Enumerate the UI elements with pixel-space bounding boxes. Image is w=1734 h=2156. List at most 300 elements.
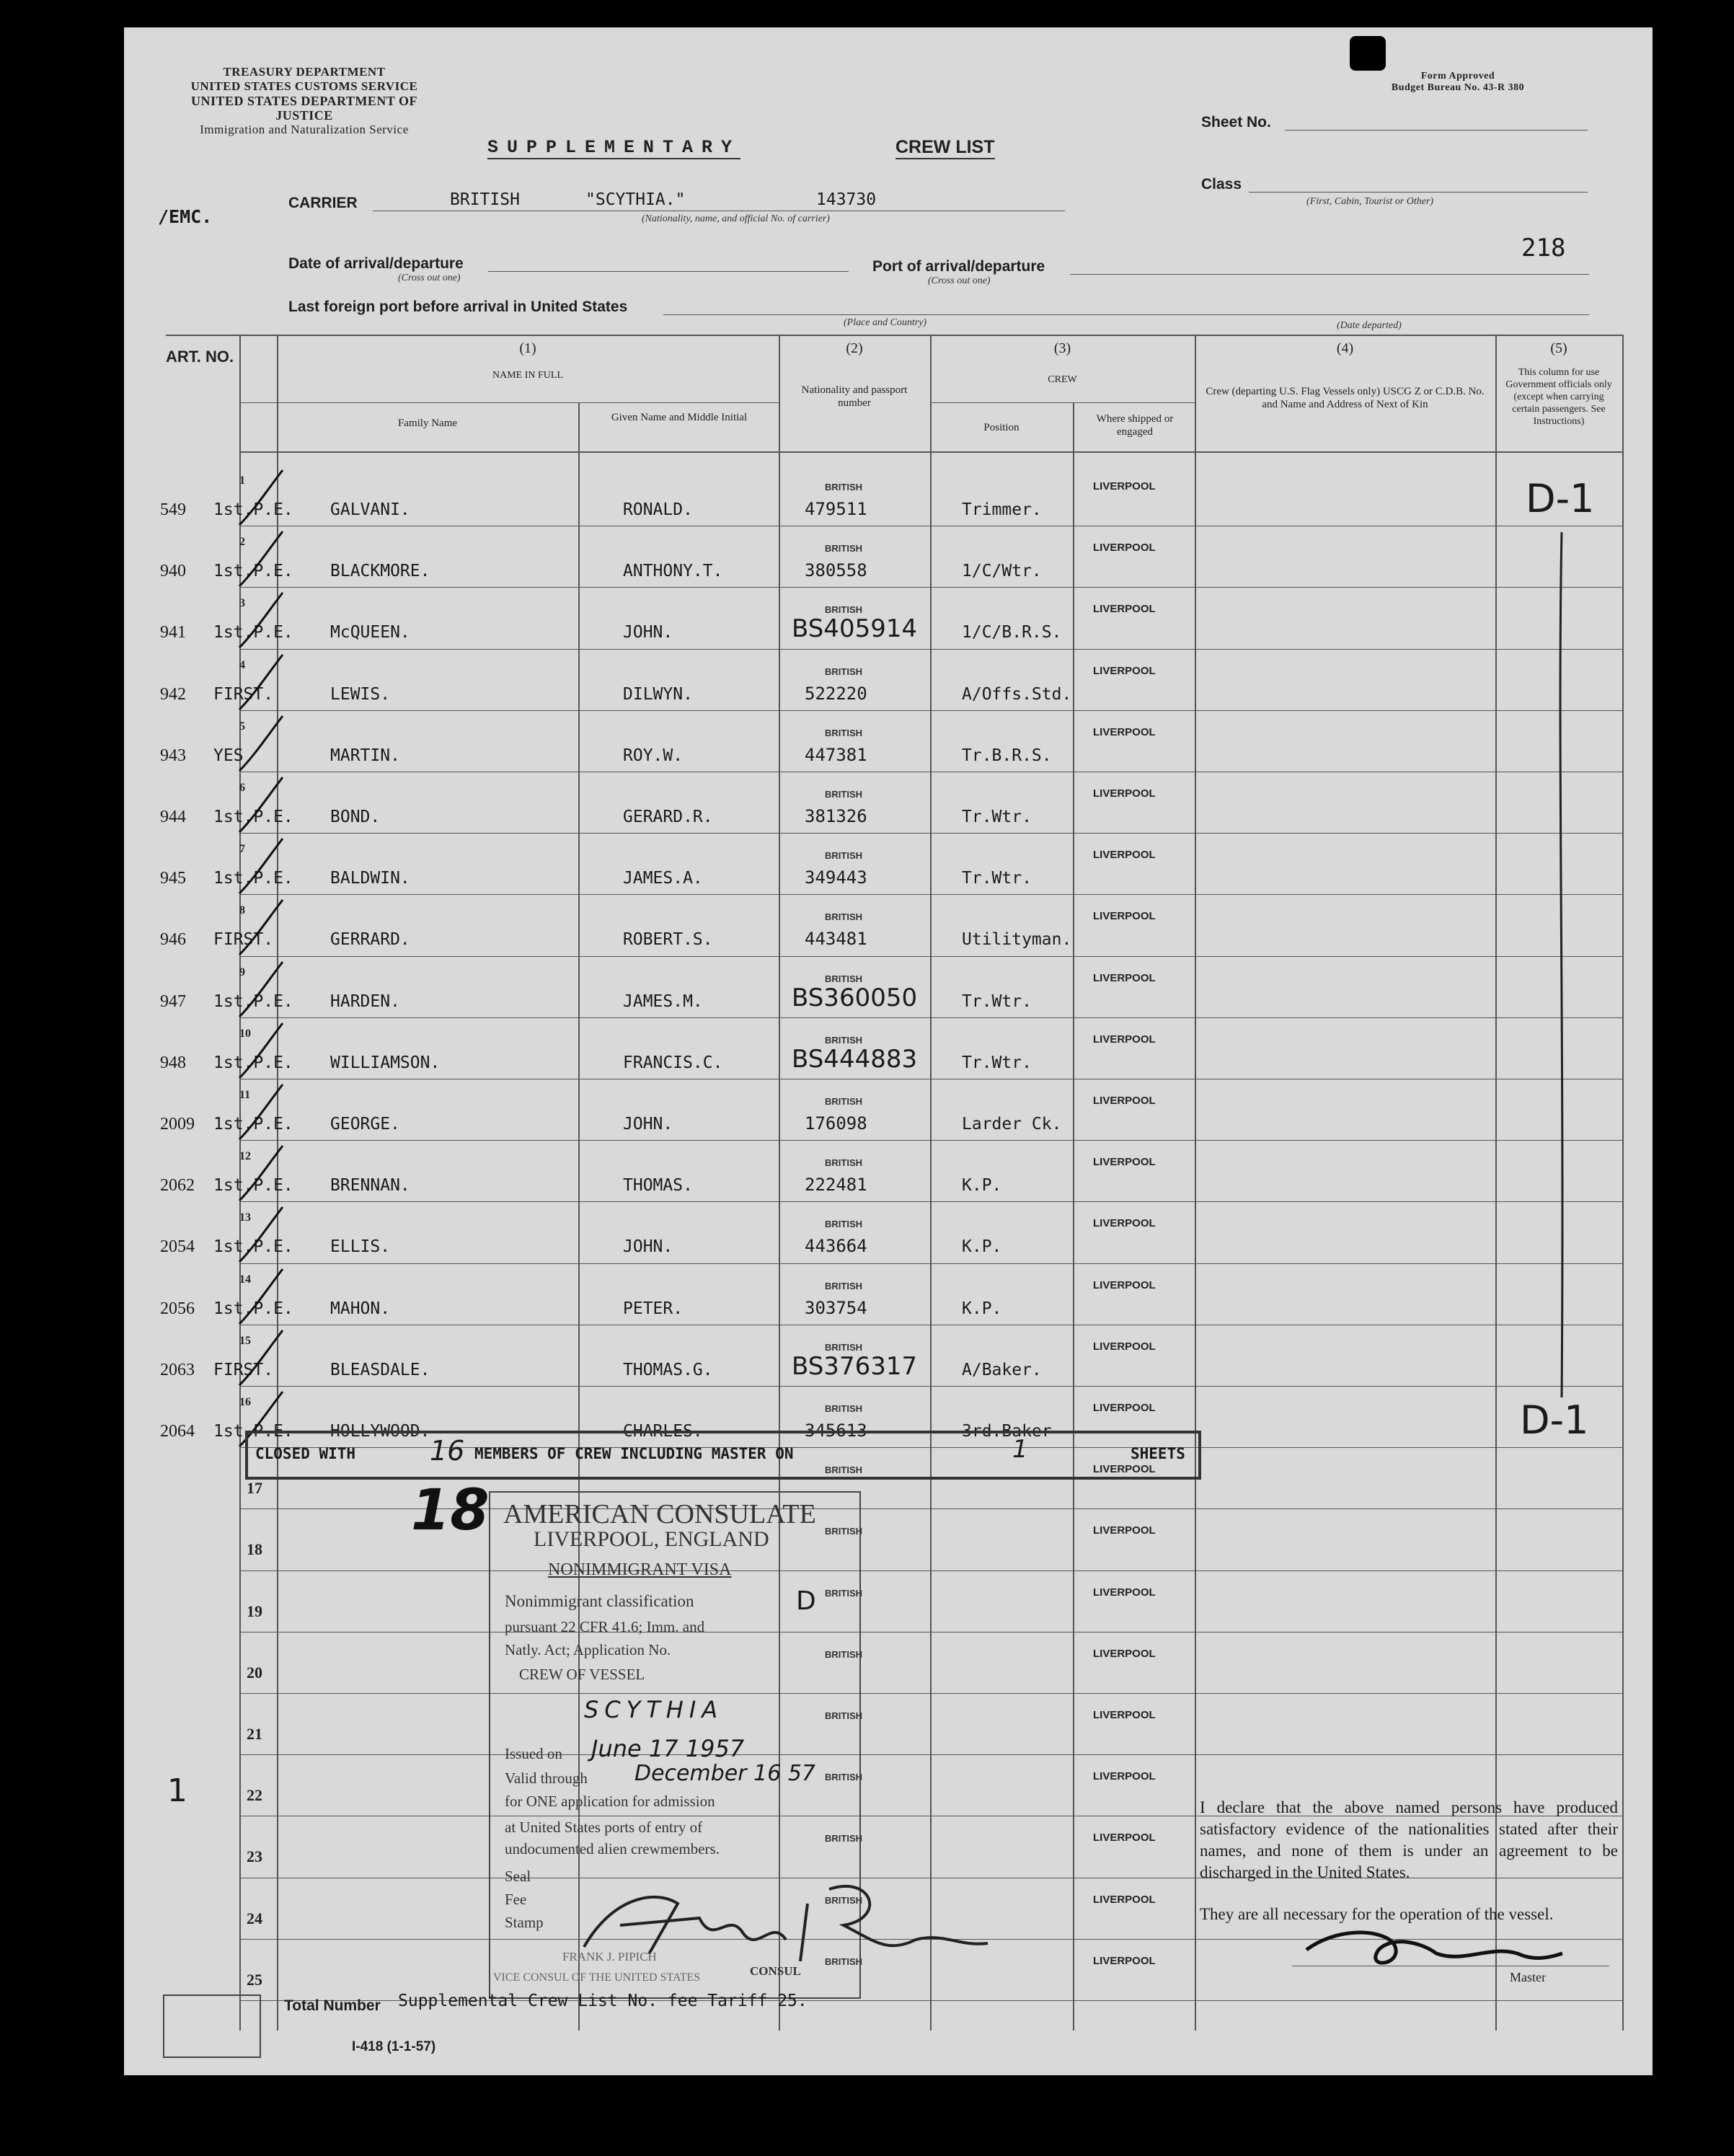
col5-mark-bottom: D-1	[1520, 1397, 1589, 1443]
crew-class: 1st.P.E.	[213, 992, 293, 1011]
crew-position: Tr.Wtr.	[962, 1053, 1032, 1072]
shipped-port: LIVERPOOL	[1093, 1709, 1156, 1721]
check-stroke	[239, 1146, 283, 1201]
title-crew-list: CREW LIST	[895, 137, 995, 159]
nationality: BRITISH	[825, 482, 862, 492]
shipped-port: LIVERPOOL	[1093, 1586, 1156, 1599]
passport-number: 447381	[805, 745, 867, 765]
form-approved: Form Approved	[1420, 71, 1495, 81]
col5-number: (5)	[1550, 340, 1567, 356]
consulate-city: LIVERPOOL, ENGLAND	[534, 1527, 769, 1551]
table-row	[124, 713, 1653, 774]
visa-issued-label: Issued on	[505, 1745, 562, 1762]
row-number: 23	[247, 1847, 262, 1865]
date-hint: (Cross out one)	[398, 273, 461, 283]
row-number: 17	[247, 1479, 262, 1497]
col5-vertical-stroke	[1552, 532, 1573, 1397]
family-name: WILLIAMSON.	[330, 1053, 441, 1072]
passport-number: 176098	[805, 1113, 867, 1134]
crew-position: 1/C/Wtr.	[962, 562, 1042, 580]
given-name: GERARD.R.	[623, 808, 713, 826]
page-number: 218	[1521, 234, 1566, 262]
crew-position: Tr.Wtr.	[962, 992, 1032, 1011]
art-number: 549	[160, 500, 186, 519]
check-stroke	[239, 1207, 283, 1262]
visa-title: NONIMMIGRANT VISA	[548, 1560, 732, 1579]
row-number: 15	[239, 1335, 251, 1347]
master-label: Master	[1510, 1970, 1546, 1984]
crew-position: Utilityman.	[962, 930, 1072, 949]
table-row	[124, 467, 1653, 529]
nationality: BRITISH	[825, 728, 862, 738]
closed-prefix: CLOSED WITH	[255, 1445, 356, 1462]
art-number: 948	[160, 1053, 186, 1072]
visa-ports: at United States ports of entry of	[505, 1819, 703, 1836]
table-row	[124, 590, 1653, 651]
crew-class: 1st.P.E.	[213, 1237, 293, 1256]
given-name: ANTHONY.T.	[623, 562, 723, 580]
crew-class: 1st.P.E.	[213, 1053, 293, 1072]
passport-number: 345613	[805, 1421, 867, 1441]
family-name: BRENNAN.	[330, 1176, 410, 1195]
dept-treasury: TREASURY DEPARTMENT	[223, 65, 386, 79]
crew-position: K.P.	[962, 1237, 1002, 1256]
dept-block	[167, 65, 441, 137]
nationality: BRITISH	[825, 666, 862, 677]
crew-class: YES	[213, 746, 244, 765]
shipped-port: LIVERPOOL	[1093, 1894, 1156, 1906]
row-number: 8	[239, 904, 245, 916]
given-name: JOHN.	[623, 1115, 673, 1134]
art-number: 945	[160, 869, 186, 888]
date-arrival-label: Date of arrival/departure	[288, 255, 464, 272]
nationality: BRITISH	[825, 1772, 862, 1782]
nationality: BRITISH	[825, 1895, 862, 1906]
col5-description: This column for use Government officials only (except when carrying certain passengers. See Instructions)	[1505, 367, 1612, 427]
visa-issued-date: June 17 1957	[591, 1735, 745, 1762]
shipped-port: LIVERPOOL	[1093, 726, 1156, 738]
family-name: BLEASDALE.	[330, 1361, 430, 1379]
passport-number: 380558	[805, 560, 867, 580]
family-name: GALVANI.	[330, 500, 410, 519]
row-number: 11	[239, 1089, 251, 1101]
given-name: JAMES.A.	[623, 869, 703, 888]
visa-act: Natly. Act; Application No.	[505, 1641, 671, 1658]
dept-customs: UNITED STATES CUSTOMS SERVICE	[190, 79, 418, 93]
family-name: MARTIN.	[330, 746, 400, 765]
margin-mark: 1	[167, 1772, 187, 1809]
family-name: HARDEN.	[330, 992, 400, 1011]
check-mark	[232, 652, 290, 717]
visa-class-value: D	[796, 1586, 816, 1616]
dept-ins: Immigration and Naturalization Service	[200, 123, 409, 136]
nationality: BRITISH	[825, 543, 862, 554]
art-number: 947	[160, 992, 186, 1011]
nationality: BRITISH	[825, 1649, 862, 1660]
carrier-number: 143730	[816, 190, 877, 209]
check-stroke	[239, 962, 283, 1017]
row-number: 10	[239, 1028, 251, 1040]
crew-class: 1st.P.E.	[213, 1299, 293, 1318]
passport-number: BS376317	[792, 1352, 918, 1381]
crew-position: Tr.Wtr.	[962, 808, 1032, 826]
check-stroke	[239, 593, 283, 648]
col4-number: (4)	[1336, 340, 1354, 356]
crew-header: CREW	[1048, 374, 1077, 385]
table-row	[124, 1143, 1653, 1204]
check-stroke	[239, 900, 283, 955]
check-mark	[232, 1204, 290, 1269]
closed-sheets-number: 1	[1012, 1435, 1028, 1464]
art-number: 940	[160, 562, 186, 580]
passport-number: 443481	[805, 929, 867, 949]
given-name: RONALD.	[623, 500, 693, 519]
visa-stamp: Stamp	[505, 1914, 544, 1931]
check-mark	[232, 529, 290, 593]
empty-row	[124, 1573, 1653, 1635]
shipped-port: LIVERPOOL	[1093, 972, 1156, 984]
art-number: 2064	[160, 1422, 195, 1441]
row-number: 14	[239, 1273, 251, 1286]
crew-position: K.P.	[962, 1299, 1002, 1318]
crew-class: 1st.P.E.	[213, 869, 293, 888]
shipped-port: LIVERPOOL	[1093, 542, 1156, 554]
nationality: BRITISH	[825, 1710, 862, 1721]
art-number: 2056	[160, 1299, 195, 1318]
crew-position: Tr.B.R.S.	[962, 746, 1052, 765]
check-stroke	[239, 716, 283, 771]
crew-class: FIRST.	[213, 1361, 274, 1379]
nationality: BRITISH	[825, 1281, 862, 1291]
class-hint: (First, Cabin, Tourist or Other)	[1306, 196, 1434, 207]
row-number: 13	[239, 1211, 251, 1224]
check-stroke	[239, 655, 283, 710]
passport-number: 349443	[805, 867, 867, 888]
art-number: 942	[160, 685, 186, 704]
passport-number: BS405914	[792, 614, 918, 643]
document-page	[124, 27, 1653, 2075]
budget-bureau: Budget Bureau No. 43-R 380	[1391, 82, 1525, 93]
crew-class: 1st.P.E.	[213, 623, 293, 642]
shipped-port: LIVERPOOL	[1093, 1832, 1156, 1844]
nationality: BRITISH	[825, 1526, 862, 1537]
check-mark	[232, 897, 290, 962]
crew-class: FIRST.	[213, 685, 274, 704]
row-number: 1	[239, 474, 245, 487]
last-port-label: Last foreign port before arrival in United States	[288, 299, 628, 315]
table-row	[124, 959, 1653, 1020]
shipped-port: LIVERPOOL	[1093, 1156, 1156, 1168]
col3-number: (3)	[1053, 340, 1071, 356]
shipped-port: LIVERPOOL	[1093, 787, 1156, 800]
row-number: 3	[239, 597, 245, 609]
art-no-header: ART. NO.	[166, 348, 234, 366]
family-name: BOND.	[330, 808, 381, 826]
signer-name: FRANK J. PIPICH	[562, 1950, 657, 1963]
table-row	[124, 897, 1653, 958]
row-number: 18	[247, 1540, 262, 1558]
shipped-port: LIVERPOOL	[1093, 1770, 1156, 1782]
table-row	[124, 1020, 1653, 1082]
empty-row	[124, 1696, 1653, 1757]
check-stroke	[239, 1269, 283, 1324]
check-mark	[232, 467, 290, 532]
passport-number: 222481	[805, 1175, 867, 1195]
place-hint: (Place and Country)	[844, 317, 927, 328]
nationality: BRITISH	[825, 1833, 862, 1844]
row-number: 19	[247, 1602, 262, 1620]
budget-block	[1342, 71, 1573, 94]
shipped-port: LIVERPOOL	[1093, 665, 1156, 677]
check-stroke	[239, 839, 283, 893]
declaration-text-2: They are all necessary for the operation of the vessel.	[1200, 1905, 1554, 1923]
supplemental-note: Supplemental Crew List No. fee Tariff 25.	[398, 1992, 808, 2010]
sheet-no-label: Sheet No.	[1201, 114, 1271, 131]
given-name: ROY.W.	[623, 746, 684, 765]
crew-position: Tr.Wtr.	[962, 869, 1032, 888]
empty-row	[124, 1635, 1653, 1696]
shipped-port: LIVERPOOL	[1093, 1340, 1156, 1353]
name-in-full-header: NAME IN FULL	[492, 370, 563, 381]
check-stroke	[239, 1084, 283, 1139]
closed-count: 16	[430, 1435, 465, 1467]
row-number: 4	[239, 659, 245, 671]
family-name: ELLIS.	[330, 1237, 391, 1256]
passport-number: 522220	[805, 684, 867, 704]
shipped-header: Where shipped or engaged	[1096, 413, 1174, 438]
passport-number: BS360050	[792, 984, 918, 1012]
closed-stamp	[245, 1431, 1201, 1480]
check-mark	[232, 1143, 290, 1208]
col4-description: Crew (departing U.S. Flag Vessels only) USCG Z or C.D.B. No. and Name and Address of Next of Kin	[1206, 386, 1485, 410]
shipped-port: LIVERPOOL	[1093, 1524, 1156, 1537]
given-name: JOHN.	[623, 623, 673, 642]
shipped-port: LIVERPOOL	[1093, 1095, 1156, 1107]
family-name: GEORGE.	[330, 1115, 400, 1134]
crew-class: 1st.P.E.	[213, 1422, 293, 1441]
total-box	[163, 1994, 261, 2058]
shipped-port: LIVERPOOL	[1093, 603, 1156, 615]
carrier-hint: (Nationality, name, and official No. of carrier)	[642, 213, 830, 224]
shipped-port: LIVERPOOL	[1093, 849, 1156, 861]
check-stroke	[239, 1330, 283, 1385]
nationality-header: Nationality and passport number	[801, 384, 908, 409]
port-hint: (Cross out one)	[928, 275, 991, 286]
shipped-port: LIVERPOOL	[1093, 1648, 1156, 1660]
given-name: JOHN.	[623, 1237, 673, 1256]
passport-number: 479511	[805, 499, 867, 519]
family-name: HOLLYWOOD.	[330, 1422, 430, 1441]
visa-fee: Fee	[505, 1891, 527, 1908]
family-name-header: Family Name	[397, 417, 458, 429]
crew-class: 1st.P.E.	[213, 500, 293, 519]
signer-title: VICE CONSUL OF THE UNITED STATES	[493, 1971, 701, 1984]
consul-label: CONSUL	[750, 1964, 801, 1978]
check-mark	[232, 774, 290, 839]
crew-class: 1st.P.E.	[213, 562, 293, 580]
carrier-nationality: BRITISH	[450, 190, 520, 209]
crew-position: Larder Ck.	[962, 1115, 1062, 1134]
crew-class: 1st.P.E.	[213, 808, 293, 826]
crew-position: A/Baker.	[962, 1361, 1042, 1379]
class-label: Class	[1201, 176, 1242, 193]
shipped-port: LIVERPOOL	[1093, 1217, 1156, 1229]
crew-class: FIRST.	[213, 930, 274, 949]
row-number: 24	[247, 1909, 262, 1927]
shipped-port: LIVERPOOL	[1093, 1402, 1156, 1414]
art-number: 2062	[160, 1176, 195, 1195]
table-row	[124, 774, 1653, 836]
nationality: BRITISH	[825, 1219, 862, 1229]
closed-suffix: SHEETS	[1131, 1445, 1185, 1462]
consulate-stamp	[489, 1491, 861, 1999]
table-row	[124, 836, 1653, 897]
visa-valid-label: Valid through	[505, 1770, 588, 1787]
row-number: 6	[239, 782, 245, 794]
given-name: PETER.	[623, 1299, 684, 1318]
given-name: ROBERT.S.	[623, 930, 713, 949]
visa-valid-date: December 16 57	[634, 1761, 815, 1786]
table-row	[124, 652, 1653, 713]
given-name: FRANCIS.C.	[623, 1053, 723, 1072]
closed-middle: MEMBERS OF CREW INCLUDING MASTER ON	[474, 1445, 794, 1462]
crew-class: 1st.P.E.	[213, 1176, 293, 1195]
check-mark	[232, 836, 290, 901]
visa-crew-of-vessel: CREW OF VESSEL	[519, 1666, 645, 1683]
col5-mark-top: D-1	[1526, 476, 1595, 521]
table-row	[124, 1327, 1653, 1389]
consulate-name: AMERICAN CONSULATE	[503, 1499, 816, 1529]
declaration-text: I declare that the above named persons have produced satisfactory evidence of the nationalities stated after their names, and none of them is under an agreement to be discharged in the United States.	[1200, 1798, 1618, 1881]
row-number: 21	[247, 1725, 262, 1743]
family-name: BALDWIN.	[330, 869, 410, 888]
visa-classification: Nonimmigrant classification	[505, 1592, 694, 1610]
dept-justice: UNITED STATES DEPARTMENT OF JUSTICE	[190, 94, 418, 123]
family-name: LEWIS.	[330, 685, 391, 704]
row-number: 2	[239, 536, 245, 548]
empty-row	[124, 1511, 1653, 1573]
nationality: BRITISH	[825, 1342, 862, 1353]
nationality: BRITISH	[825, 604, 862, 615]
art-number: 2054	[160, 1237, 195, 1256]
art-number: 944	[160, 808, 186, 826]
check-mark	[232, 590, 290, 655]
form-number: I-418 (1-1-57)	[352, 2039, 436, 2054]
check-mark	[232, 1082, 290, 1147]
nationality: BRITISH	[825, 1588, 862, 1599]
check-mark	[232, 1327, 290, 1392]
col1-number: (1)	[519, 340, 536, 356]
crew-position: 3rd.Baker	[962, 1422, 1052, 1441]
row-number: 7	[239, 843, 245, 855]
given-name: THOMAS.	[623, 1176, 693, 1195]
family-name: MAHON.	[330, 1299, 391, 1318]
nationality: BRITISH	[825, 1464, 862, 1475]
row-number: 5	[239, 720, 245, 733]
carrier-label: CARRIER	[288, 195, 358, 211]
visa-one-application: for ONE application for admission	[505, 1793, 715, 1810]
table-row	[124, 529, 1653, 590]
given-name: THOMAS.G.	[623, 1361, 713, 1379]
table-row	[124, 1266, 1653, 1327]
crew-class: 1st.P.E.	[213, 1115, 293, 1134]
passport-number: BS444883	[792, 1045, 918, 1074]
art-number: 2009	[160, 1115, 195, 1134]
nationality: BRITISH	[825, 1096, 862, 1107]
row-number: 25	[247, 1971, 262, 1989]
visa-vessel: SCYTHIA	[584, 1696, 724, 1723]
given-name: DILWYN.	[623, 685, 693, 704]
given-name: CHARLES.	[623, 1422, 703, 1441]
art-number: 946	[160, 930, 186, 949]
row-number: 12	[239, 1150, 251, 1162]
handwritten-18: 18	[411, 1478, 490, 1543]
crew-position: Trimmer.	[962, 500, 1042, 519]
shipped-port: LIVERPOOL	[1093, 1955, 1156, 1967]
visa-undocumented: undocumented alien crewmembers.	[505, 1840, 720, 1857]
crew-position: K.P.	[962, 1176, 1002, 1195]
check-mark	[232, 713, 290, 778]
shipped-port: LIVERPOOL	[1093, 480, 1156, 492]
title-supplementary: SUPPLEMENTARY	[487, 137, 741, 158]
nationality: BRITISH	[825, 1035, 862, 1046]
check-mark	[232, 1266, 290, 1331]
crew-position: A/Offs.Std.	[962, 685, 1072, 704]
shipped-port: LIVERPOOL	[1093, 1033, 1156, 1046]
total-number-label: Total Number	[284, 1997, 381, 2014]
check-stroke	[239, 470, 283, 525]
row-number: 9	[239, 966, 245, 978]
art-number: 2063	[160, 1361, 195, 1379]
nationality: BRITISH	[825, 973, 862, 984]
crew-position: 1/C/B.R.S.	[962, 623, 1062, 642]
nationality: BRITISH	[825, 789, 862, 800]
carrier-name: "SCYTHIA."	[585, 190, 686, 209]
shipped-port: LIVERPOOL	[1093, 1463, 1156, 1475]
passport-number: 381326	[805, 806, 867, 826]
nationality: BRITISH	[825, 1403, 862, 1414]
shipped-port: LIVERPOOL	[1093, 910, 1156, 922]
visa-pursuant: pursuant 22 CFR 41.6; Imm. and	[505, 1618, 705, 1635]
emc-mark: /EMC.	[158, 206, 213, 227]
check-stroke	[239, 1023, 283, 1078]
shipped-port: LIVERPOOL	[1093, 1279, 1156, 1291]
family-name: GERRARD.	[330, 930, 410, 949]
passport-number: 303754	[805, 1298, 867, 1318]
check-mark	[232, 959, 290, 1024]
family-name: McQUEEN.	[330, 623, 410, 642]
position-header: Position	[983, 422, 1019, 433]
check-stroke	[239, 531, 283, 586]
col2-number: (2)	[846, 340, 863, 356]
given-name-header: Given Name and Middle Initial	[611, 412, 748, 423]
family-name: BLACKMORE.	[330, 562, 430, 580]
table-row	[124, 1082, 1653, 1143]
torn-corner	[1350, 36, 1386, 71]
nationality: BRITISH	[825, 911, 862, 922]
nationality: BRITISH	[825, 850, 862, 861]
nationality: BRITISH	[825, 1956, 862, 1967]
art-number: 941	[160, 623, 186, 642]
check-stroke	[239, 777, 283, 832]
check-mark	[232, 1020, 290, 1085]
date-departed-hint: (Date departed)	[1337, 320, 1402, 331]
passport-number: 443664	[805, 1236, 867, 1256]
art-number: 943	[160, 746, 186, 765]
row-number: 16	[239, 1396, 251, 1408]
visa-seal: Seal	[505, 1868, 531, 1885]
row-number: 22	[247, 1786, 262, 1804]
